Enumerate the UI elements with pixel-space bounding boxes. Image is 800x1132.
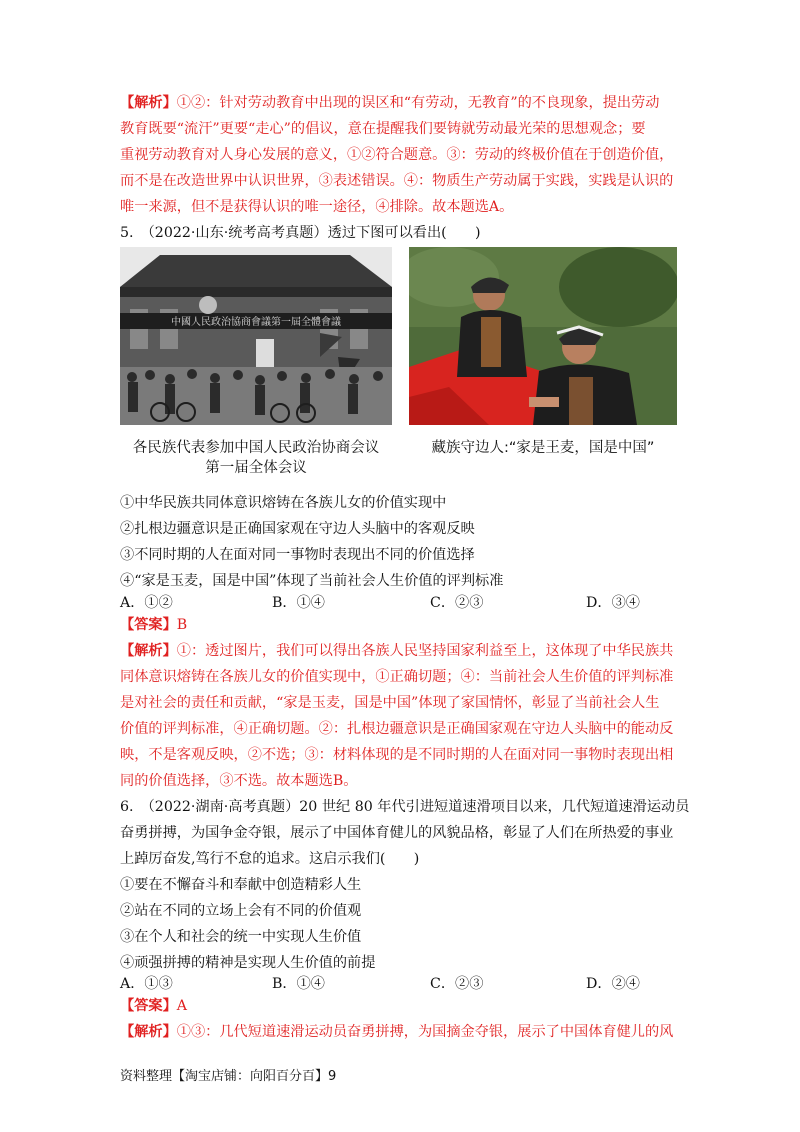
q5-statement-2: ②扎根边疆意识是正确国家观在守边人头脑中的客观反映 bbox=[120, 521, 475, 537]
q5-statement-3: ③不同时期的人在面对同一事物时表现出不同的价值选择 bbox=[120, 547, 475, 563]
q6-option-a: A．①③ bbox=[120, 976, 173, 992]
q5-analysis-line-4: 价值的评判标准，④正确切题。②：扎根边疆意识是正确国家观在守边人头脑中的能动反 bbox=[120, 721, 674, 737]
q6-option-b: B．①④ bbox=[272, 976, 325, 992]
q4-analysis-line-4: 而不是在改造世界中认识世界，③表述错误。④：物质生产劳动属于实践，实践是认识的 bbox=[120, 173, 674, 189]
q5-analysis-line-2: 同体意识熔铸在各族儿女的价值实现中，①正确切题；④：当前社会人生价值的评判标准 bbox=[120, 669, 674, 685]
q5-answer: 【答案】B bbox=[120, 617, 188, 633]
q5-option-b: B．①④ bbox=[272, 595, 325, 611]
q6-statement-3: ③在个人和社会的统一中实现人生价值 bbox=[120, 929, 362, 945]
analysis-tag: 【解析】 bbox=[120, 95, 177, 111]
q6-stem-line-2: 奋勇拼搏，为国争金夺银，展示了中国体育健儿的风貌品格，彰显了人们在所热爱的事业 bbox=[120, 825, 674, 841]
q6-stem-line-3: 上踔厉奋发,笃行不怠的追求。这启示我们( ) bbox=[120, 851, 420, 867]
q6-answer: 【答案】A bbox=[120, 998, 188, 1014]
q6-stem-line-1: 6. （2022·湖南·高考真题）20 世纪 80 年代引进短道速滑项目以来，几代短道速滑运动员 bbox=[120, 799, 690, 815]
q5-option-a: A．①② bbox=[120, 595, 173, 611]
q5-analysis-line-1: 【解析】①：透过图片，我们可以得出各族人民坚持国家利益至上，这体现了中华民族共 bbox=[120, 643, 674, 659]
q5-stem: 5. （2022·山东·统考高考真题）透过下图可以看出( ) bbox=[120, 225, 481, 241]
q6-statement-2: ②站在不同的立场上会有不同的价值观 bbox=[120, 903, 362, 919]
q4-analysis-line-2: 教育既要“流汗”更要“走心”的倡议，意在提醒我们要铸就劳动最光荣的思想观念；要 bbox=[120, 121, 646, 137]
q6-statement-1: ①要在不懈奋斗和奉献中创造精彩人生 bbox=[120, 877, 362, 893]
page-footer: 资料整理【淘宝店铺：向阳百分百】9 bbox=[120, 1069, 337, 1084]
q4-analysis-line-3: 重视劳动教育对人身心发展的意义，①②符合题意。③：劳动的终极价值在于创造价值， bbox=[120, 147, 674, 163]
q5-analysis-line-5: 映，不是客观反映，②不选；③：材料体现的是不同时期的人在面对同一事物时表现出相 bbox=[120, 747, 674, 763]
q6-option-c: C．②③ bbox=[430, 976, 484, 992]
q5-analysis-line-3: 是对社会的责任和贡献，“家是玉麦，国是中国”体现了家国情怀，彰显了当前社会人生 bbox=[120, 695, 660, 711]
right-photo-caption: 藏族守边人:“家是王麦，国是中国” bbox=[431, 440, 655, 456]
q5-analysis-line-6: 同的价值选择，③不选。故本题选B。 bbox=[120, 773, 358, 789]
q6-option-d: D．②④ bbox=[586, 976, 640, 992]
q5-option-d: D．③④ bbox=[586, 595, 640, 611]
banner-text: 中國人民政治協商會議第一屆全體會議 bbox=[171, 317, 341, 328]
cppcc-session-photo bbox=[120, 247, 392, 425]
left-photo-caption: 各民族代表参加中国人民政治协商会议 第一届全体会议 bbox=[132, 440, 380, 476]
tibetan-guardians-photo bbox=[409, 247, 677, 425]
q6-statement-4: ④顽强拼搏的精神是实现人生价值的前提 bbox=[120, 955, 376, 971]
q4-analysis-line-1: 【解析】①②：针对劳动教育中出现的误区和“有劳动，无教育”的不良现象，提出劳动 bbox=[120, 95, 660, 111]
q4-analysis-line-5: 唯一来源，但不是获得认识的唯一途径，④排除。故本题选A。 bbox=[120, 199, 514, 215]
q5-statement-4: ④“家是玉麦，国是中国”体现了当前社会人生价值的评判标准 bbox=[120, 573, 504, 589]
q5-option-c: C．②③ bbox=[430, 595, 484, 611]
q5-statement-1: ①中华民族共同体意识熔铸在各族儿女的价值实现中 bbox=[120, 495, 447, 511]
q6-analysis-line-1: 【解析】①③：几代短道速滑运动员奋勇拼搏，为国摘金夺银，展示了中国体育健儿的风 bbox=[120, 1024, 674, 1040]
